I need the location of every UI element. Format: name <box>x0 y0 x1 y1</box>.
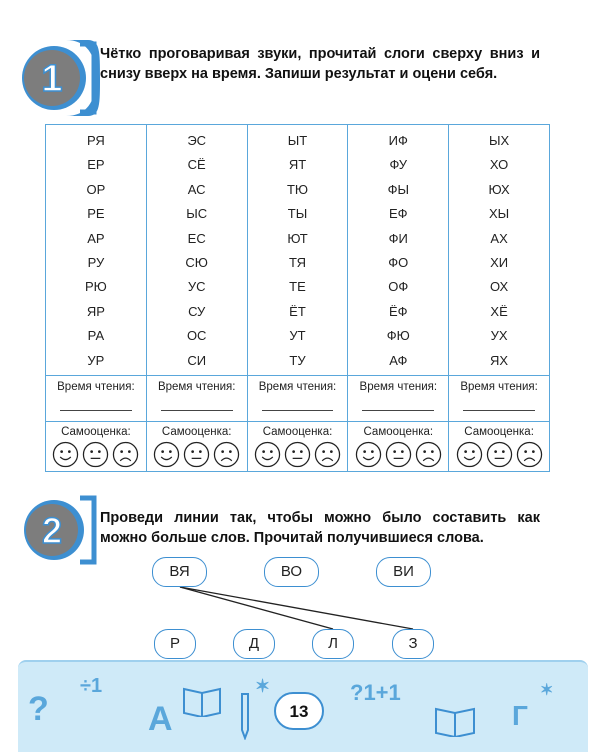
book-icon <box>180 683 224 717</box>
syllable-table <box>45 124 550 472</box>
syllable: СУ <box>188 303 206 319</box>
syllable: ОР <box>86 181 106 197</box>
table-column <box>46 125 147 471</box>
syllable: ФЫ <box>387 181 409 197</box>
reading-time-cell <box>348 375 448 421</box>
letter-g-icon: Г <box>512 700 528 731</box>
table-column <box>449 125 549 471</box>
sad-face-icon[interactable] <box>415 441 442 468</box>
self-assessment-label: Самооценка: <box>61 426 131 438</box>
reading-time-cell <box>449 375 549 421</box>
self-assessment-label: Самооценка: <box>161 426 232 438</box>
syllable: СЁ <box>187 157 206 173</box>
reading-time-label: Время чтения: <box>157 381 236 393</box>
syllable: ЕФ <box>389 206 408 222</box>
syllable: ЯХ <box>490 352 509 368</box>
star-icon: ✶ <box>540 682 554 699</box>
sad-face-icon[interactable] <box>314 441 341 468</box>
syllable: ТЮ <box>286 181 309 197</box>
reading-time-cell <box>147 375 247 421</box>
letter-pill-d[interactable]: Д <box>233 629 275 659</box>
connection-line <box>180 587 333 629</box>
syllable: ЯТ <box>288 157 307 173</box>
happy-face-icon[interactable] <box>153 441 180 468</box>
page-number: 13 <box>274 692 324 730</box>
syllable: РЮ <box>84 279 107 295</box>
reading-time-input-line[interactable] <box>60 410 132 411</box>
sad-face-icon[interactable] <box>213 441 240 468</box>
syllable: ХЁ <box>490 303 508 319</box>
syllable-pill-vo[interactable]: ВО <box>264 557 319 587</box>
self-assessment-cell <box>147 421 247 471</box>
neutral-face-icon[interactable] <box>82 441 109 468</box>
self-assessment-cell <box>46 421 146 471</box>
syllable: АХ <box>490 230 508 246</box>
happy-face-icon[interactable] <box>254 441 281 468</box>
connection-line <box>180 587 413 629</box>
self-assessment-label: Самооценка: <box>262 426 333 438</box>
task-2-badge <box>14 486 102 574</box>
syllable: ИФ <box>388 133 408 148</box>
syllable: ХО <box>489 157 509 173</box>
task-1-number: 1 <box>41 58 63 100</box>
syllable: ХИ <box>490 254 509 270</box>
reading-time-label: Время чтения: <box>359 381 438 393</box>
neutral-face-icon[interactable] <box>284 441 311 468</box>
syllable: АФ <box>389 352 408 368</box>
syllable: УР <box>87 352 105 368</box>
self-assessment-label: Самооценка: <box>363 426 434 438</box>
syllable: СЮ <box>185 254 208 270</box>
neutral-face-icon[interactable] <box>183 441 210 468</box>
syllable: УС <box>187 279 206 295</box>
syllable: ТЫ <box>287 206 308 222</box>
letter-pill-r[interactable]: Р <box>154 629 196 659</box>
reading-time-input-line[interactable] <box>362 410 434 411</box>
syllable: ЁТ <box>289 303 306 319</box>
syllable: РУ <box>87 254 105 270</box>
reading-time-input-line[interactable] <box>463 410 535 411</box>
table-column <box>348 125 449 471</box>
sad-face-icon[interactable] <box>516 441 543 468</box>
syllable: ФЮ <box>386 328 410 344</box>
reading-time-label: Время чтения: <box>57 381 135 393</box>
syllable: УТ <box>289 328 306 344</box>
neutral-face-icon[interactable] <box>486 441 513 468</box>
syllable: ЯР <box>86 303 105 319</box>
table-column <box>147 125 248 471</box>
syllable-pill-vya[interactable]: ВЯ <box>152 557 207 587</box>
letter-a-icon: A <box>148 700 173 738</box>
syllable: ОФ <box>388 279 409 295</box>
happy-face-icon[interactable] <box>52 441 79 468</box>
reading-time-cell <box>248 375 348 421</box>
syllable: ТУ <box>289 352 306 368</box>
syllable: ТЯ <box>288 254 307 270</box>
syllable: ЫХ <box>488 133 510 148</box>
reading-time-label: Время чтения: <box>258 381 337 393</box>
task-2-number: 2 <box>41 510 63 551</box>
sad-face-icon[interactable] <box>112 441 139 468</box>
table-column <box>248 125 349 471</box>
reading-time-cell <box>46 375 146 421</box>
star-icon: ✶ <box>255 676 271 696</box>
happy-face-icon[interactable] <box>456 441 483 468</box>
syllable: ФУ <box>389 157 408 173</box>
syllable-pill-vi[interactable]: ВИ <box>376 557 431 587</box>
syllable: ЁФ <box>389 303 408 319</box>
math-doodle-icon: ?1+1 <box>350 680 401 705</box>
pencil-icon <box>236 690 254 740</box>
syllable: ЮТ <box>287 230 308 246</box>
syllable: ЕС <box>187 230 206 246</box>
letter-pill-l[interactable]: Л <box>312 629 354 659</box>
task-1-badge <box>14 34 102 122</box>
syllable: РА <box>87 328 105 344</box>
syllable: УХ <box>490 328 508 344</box>
reading-time-label: Время чтения: <box>460 381 538 393</box>
book-icon <box>432 703 478 737</box>
syllable: СИ <box>187 352 207 368</box>
syllable: ТЕ <box>289 279 306 295</box>
task-1-instruction: Чётко проговаривая звуки, прочитай слоги сверху вниз и снизу вверх на время. Запиши результат и оцени себя. <box>100 46 540 82</box>
reading-time-input-line[interactable] <box>262 410 334 411</box>
syllable: ЭС <box>187 133 207 148</box>
reading-time-input-line[interactable] <box>161 410 233 411</box>
syllable: АР <box>87 230 105 246</box>
syllable: ФИ <box>388 230 408 246</box>
self-assessment-cell <box>348 421 448 471</box>
syllable: ЫТ <box>287 133 308 148</box>
self-assessment-cell <box>248 421 348 471</box>
syllable: ЫС <box>186 206 208 222</box>
syllable: РЯ <box>87 133 105 148</box>
self-assessment-label: Самооценка: <box>464 426 534 438</box>
syllable: ФО <box>388 254 409 270</box>
syllable: РЕ <box>87 206 105 222</box>
syllable: ОС <box>186 328 207 344</box>
math-doodle-icon: ÷1 <box>80 675 103 697</box>
syllable: ЕР <box>87 157 105 173</box>
question-mark-icon: ? <box>28 690 49 728</box>
syllable: ХЫ <box>488 206 510 222</box>
task-2-instruction: Проведи линии так, чтобы можно было составить как можно больше слов. Прочитай получившиеся слова. <box>100 510 540 546</box>
happy-face-icon[interactable] <box>355 441 382 468</box>
syllable: АС <box>187 181 206 197</box>
neutral-face-icon[interactable] <box>385 441 412 468</box>
letter-pill-z[interactable]: З <box>392 629 434 659</box>
self-assessment-cell <box>449 421 549 471</box>
syllable: ЮХ <box>488 181 510 197</box>
syllable: ОХ <box>489 279 509 295</box>
